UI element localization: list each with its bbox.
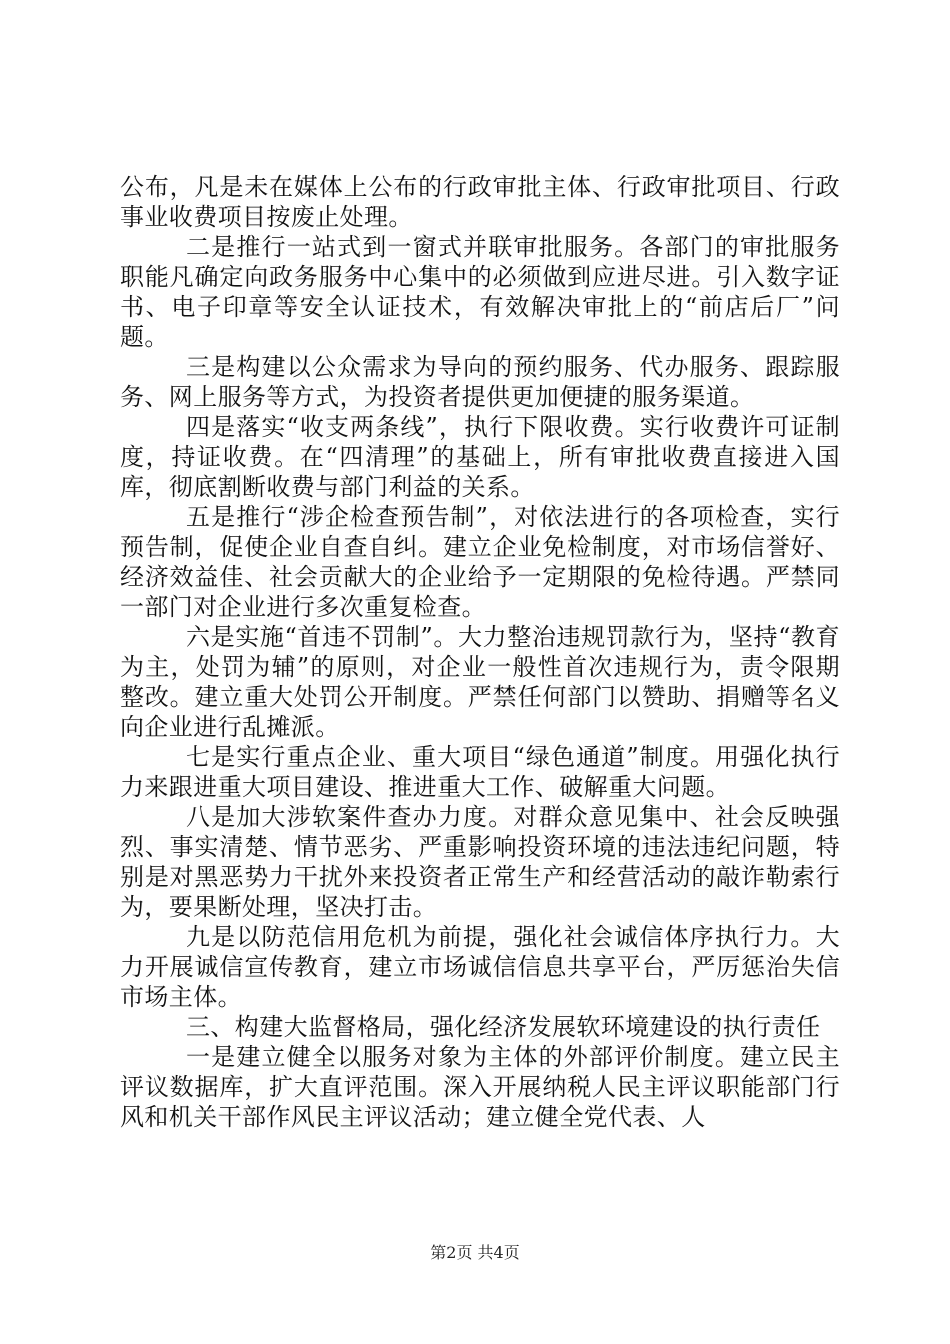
paragraph-item-4: 四是落实“收支两条线”，执行下限收费。实行收费许可证制度，持证收费。在“四清理”的基础上，所有审批收费直接进入国库，彻底割断收费与部门利益的关系。 — [120, 413, 840, 501]
paragraph-section3-item-1: 一是建立健全以服务对象为主体的外部评价制度。建立民主评议数据库，扩大直评范围。深入开展纳税人民主评议职能部门行风和机关干部作风民主评议活动；建立健全党代表、人 — [120, 1043, 840, 1131]
paragraph-item-9: 九是以防范信用危机为前提，强化社会诚信体序执行力。大力开展诚信宣传教育，建立市场诚信信息共享平台，严厉惩治失信市场主体。 — [120, 923, 840, 1011]
paragraph-continuation: 公布，凡是未在媒体上公布的行政审批主体、行政审批项目、行政事业收费项目按废止处理。 — [120, 173, 840, 231]
paragraph-item-2: 二是推行一站式到一窗式并联审批服务。各部门的审批服务职能凡确定向政务服务中心集中的必须做到应进尽进。引入数字证书、电子印章等安全认证技术，有效解决审批上的“前店后厂”问题。 — [120, 233, 840, 351]
document-body — [120, 172, 840, 1132]
paragraph-item-3: 三是构建以公众需求为导向的预约服务、代办服务、跟踪服务、网上服务等方式，为投资者提供更加便捷的服务渠道。 — [120, 353, 840, 411]
section-heading-3: 三、构建大监督格局，强化经济发展软环境建设的执行责任 — [186, 1013, 821, 1041]
paragraph-item-6: 六是实施“首违不罚制”。大力整治违规罚款行为，坚持“教育为主，处罚为辅”的原则，对企业一般性首次违规行为，责令限期整改。建立重大处罚公开制度。严禁任何部门以赞助、捐赠等名义向企业进行乱摊派。 — [120, 623, 840, 741]
paragraph-item-5: 五是推行“涉企检查预告制”，对依法进行的各项检查，实行预告制，促使企业自查自纠。建立企业免检制度，对市场信誉好、经济效益佳、社会贡献大的企业给予一定期限的免检待遇。严禁同一部门对企业进行多次重复检查。 — [120, 503, 840, 621]
paragraph-item-8: 八是加大涉软案件查办力度。对群众意见集中、社会反映强烈、事实清楚、情节恶劣、严重影响投资环境的违法违纪问题，特别是对黑恶势力干扰外来投资者正常生产和经营活动的敲诈勒索行为，要果断处理，坚决打击。 — [120, 803, 840, 921]
paragraph-item-7: 七是实行重点企业、重大项目“绿色通道”制度。用强化执行力来跟进重大项目建设、推进重大工作、破解重大问题。 — [120, 743, 840, 801]
page-footer: 第2页 共4页 — [430, 1243, 520, 1262]
